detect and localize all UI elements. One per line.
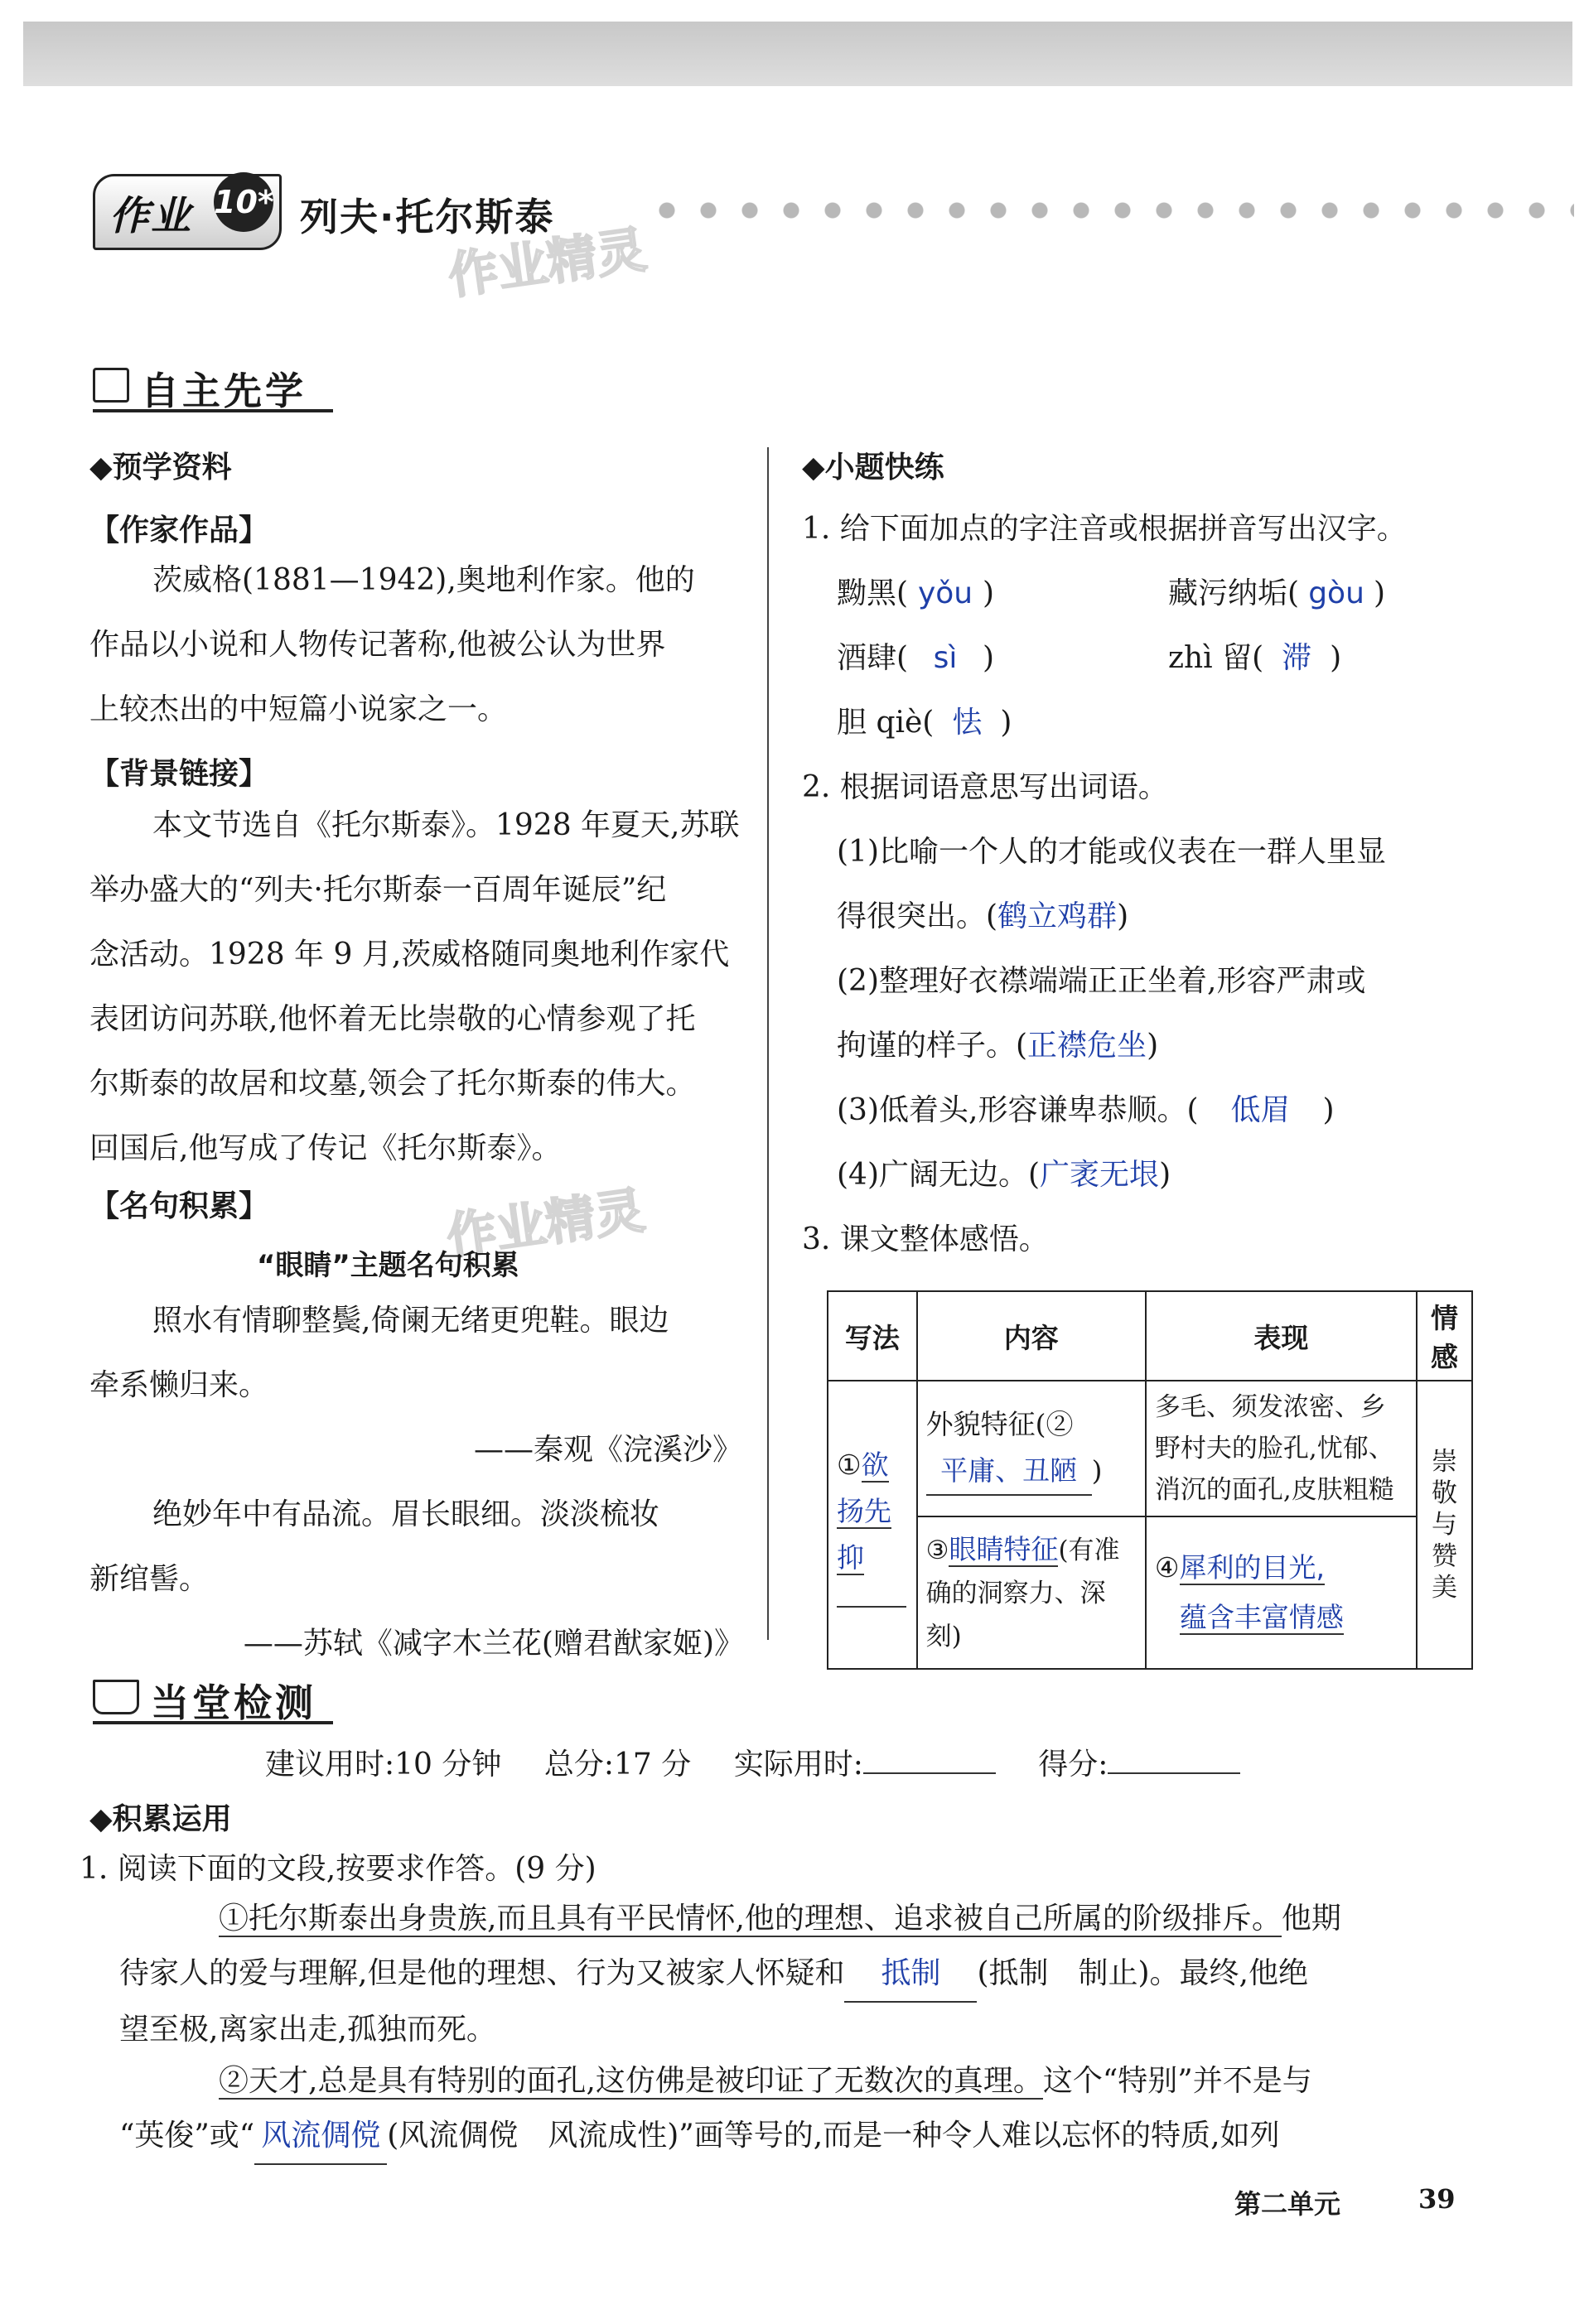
table-row [828, 1516, 1472, 1669]
para-text: (风流倜傥 风流成性)”画等号的,而是一种令人难以忘怀的特质,如列 [387, 2119, 1280, 2153]
para-underlined: ②天才,总是具有特别的面孔,这仿佛是被印证了无数次的真理。 [219, 2064, 1043, 2098]
q1-item-text: 酒肆( [837, 641, 909, 675]
table-header: 情感 [1417, 1291, 1472, 1381]
test-q1-prompt: 1. 阅读下面的文段,按要求作答。(9 分) [80, 1852, 596, 1886]
content-answer: 平庸、丑陋 [926, 1448, 1092, 1496]
q2-close: ) [1147, 1029, 1159, 1063]
para-text: (抵制 制止)。最终,他绝 [977, 1956, 1308, 1990]
method-prefix: ① [837, 1449, 862, 1481]
q2-line [837, 1143, 1566, 1208]
q1-item-text: 胆 qiè( [837, 706, 935, 740]
para-underlined: ①托尔斯泰出身贵族,而且具有平民情怀,他的理想、追求被自己所属的阶级排斥。 [219, 1902, 1282, 1936]
assignment-tag-label: 作业 [109, 193, 193, 239]
q2-text: 拘谨的样子。( [837, 1029, 1028, 1063]
q1-item-2 [1168, 562, 1385, 626]
show-cell-2 [1146, 1516, 1417, 1669]
q1-answer: sì [933, 641, 958, 675]
q2-answer: 广袤无垠 [1040, 1158, 1160, 1192]
quote1 [89, 1289, 752, 1483]
q2-line [837, 1014, 1566, 1078]
q1-answer: 怯 [952, 706, 983, 740]
emotion-cell [1417, 1381, 1472, 1669]
quote-line: 绝妙年中有品流。眉长眼细。淡淡梳妆 [152, 1497, 660, 1531]
q1-item-close: ) [1330, 641, 1342, 675]
q2-text: (4)广阔无边。( [837, 1158, 1041, 1192]
q1-item-close: ) [1374, 576, 1386, 610]
q2-close: ) [1322, 1093, 1335, 1127]
content-cell-2 [917, 1516, 1146, 1669]
para-line [119, 2054, 1461, 2109]
bg-line: 表团访问苏联,他怀着无比崇敬的心情参观了托 [89, 1002, 696, 1036]
emotion-text: 崇敬与赞美 [1431, 1447, 1457, 1603]
score-label: 得分: [1038, 1748, 1108, 1782]
background-paragraph [89, 793, 752, 1181]
column-divider [767, 447, 769, 1640]
q1-item-close: ) [983, 576, 995, 610]
show-prefix: ④ [1154, 1551, 1180, 1584]
fill-blank-answer[interactable]: 抵制 [844, 1946, 977, 2003]
q2-line [837, 885, 1566, 949]
q2-close: ) [1159, 1158, 1171, 1192]
q1-item-text: 黝黑( [837, 576, 909, 610]
fill-blank-answer[interactable]: 风流倜傥 [254, 2109, 387, 2165]
q2-text: (3)低着头,形容谦卑恭顺。( [837, 1093, 1199, 1127]
unit-label: 第二单元 [1234, 2188, 1341, 2220]
quote-line: 牵系懒归来。 [89, 1368, 269, 1402]
q1-answer: gòu [1308, 576, 1364, 610]
q1-item-4 [1168, 626, 1341, 691]
content-text: ③ [925, 1535, 949, 1565]
suggested-time: 建议用时:10 分钟 [265, 1748, 502, 1782]
q2-prompt: 2. 根据词语意思写出词语。 [802, 770, 1168, 804]
lesson-title: 列夫·托尔斯泰 [300, 195, 555, 239]
q2-items [837, 820, 1566, 1208]
show-cell-1: 多毛、须发浓密、乡野村夫的脸孔,忧郁、消沉的面孔,皮肤粗糙 [1146, 1381, 1417, 1516]
accumulation-heading: ◆积累运用 [89, 1802, 232, 1836]
writer-line: 茨威格(1881—1942),奥地利作家。他的 [152, 563, 695, 597]
table-row [828, 1381, 1472, 1516]
q1-item-1 [837, 562, 994, 626]
notebook-icon [93, 368, 129, 403]
q2-answer: 正襟危坐 [1027, 1029, 1147, 1063]
q3-prompt: 3. 课文整体感悟。 [802, 1222, 1049, 1256]
content-answer: 眼睛特征 [949, 1532, 1059, 1565]
quote-line: 照水有情聊整鬓,倚阑无绪更兜鞋。眼边 [152, 1304, 669, 1338]
quote-source: ——苏轼《减字木兰花(赠君猷家姬)》 [243, 1627, 744, 1661]
open-book-icon [93, 1680, 139, 1714]
q1-prompt: 1. 给下面加点的字注音或根据拼音写出汉字。 [802, 512, 1407, 546]
quote-theme: “眼睛”主题名句积累 [257, 1249, 519, 1282]
method-answer: 欲扬先抑 [837, 1449, 891, 1574]
q2-line: (2)整理好衣襟端端正正坐着,形容严肃或 [837, 964, 1366, 998]
writer-works-heading: 【作家作品】 [89, 513, 269, 547]
para-text: “英俊”或“ [119, 2119, 255, 2153]
para-line [119, 2109, 1461, 2165]
show-answer: 犀利的目光, [1179, 1551, 1325, 1584]
show-answer: 蕴含丰富情感 [1179, 1601, 1344, 1633]
watermark-center: 作业精灵 [442, 1181, 649, 1267]
bg-line: 回国后,他写成了传记《托尔斯泰》。 [89, 1131, 562, 1165]
q1-item-5 [837, 691, 1012, 755]
section-title-class-test: 当堂检测 [151, 1680, 316, 1725]
content-text: (有准确的洞察力、深刻) [925, 1535, 1120, 1651]
table-header: 表现 [1146, 1291, 1417, 1381]
section-underline [93, 1721, 333, 1724]
assignment-number-badge: 10* [214, 172, 273, 232]
bg-line: 念活动。1928 年 9 月,茨威格随同奥地利作家代 [89, 938, 730, 972]
bg-line: 本文节选自《托尔斯泰》。1928 年夏天,苏联 [152, 808, 740, 842]
q1-item-text: 藏污纳垢( [1168, 576, 1300, 610]
prestudy-heading: ◆预学资料 [89, 451, 232, 485]
section-underline [93, 409, 333, 412]
q1-item-text: zhì 留( [1168, 641, 1264, 675]
test-paragraph-1 [119, 1892, 1461, 2057]
quick-practice-heading: ◆小题快练 [802, 451, 944, 485]
q1-item-3 [837, 626, 994, 691]
q2-line [837, 1078, 1566, 1143]
summary-table [827, 1290, 1473, 1670]
q2-answer: 低眉 [1230, 1093, 1291, 1127]
para-text: 他期 [1281, 1902, 1341, 1936]
bg-line: 尔斯泰的故居和坟墓,领会了托尔斯泰的伟大。 [89, 1067, 696, 1101]
test-paragraph-2 [119, 2054, 1461, 2165]
test-meta [265, 1733, 1342, 1797]
q1-item-close: ) [1000, 706, 1012, 740]
score-blank[interactable] [1108, 1772, 1240, 1774]
q1-answer: yǒu [917, 576, 973, 610]
para-text: 这个“特别”并不是与 [1042, 2064, 1312, 2098]
q2-line: (1)比喻一个人的才能或仪表在一群人里显 [837, 835, 1386, 869]
top-gray-band [23, 22, 1572, 86]
method-cell [828, 1381, 917, 1669]
page-number: 39 [1418, 2183, 1456, 2215]
total-score: 总分:17 分 [543, 1748, 692, 1782]
bg-line: 举办盛大的“列夫·托尔斯泰一百周年诞辰”纪 [89, 873, 667, 907]
table-header-row [828, 1291, 1472, 1381]
q1-answer: 滞 [1282, 641, 1312, 675]
method-blank-line [837, 1581, 906, 1608]
quote2 [89, 1483, 752, 1676]
writer-line: 作品以小说和人物传记著称,他被公认为世界 [89, 628, 666, 662]
actual-time-blank[interactable] [863, 1772, 996, 1774]
content-text: ) [1091, 1454, 1103, 1487]
q2-close: ) [1117, 899, 1129, 933]
dotted-divider [646, 202, 1574, 219]
q2-text: 得很突出。( [837, 899, 998, 933]
para-line [119, 1892, 1461, 1946]
q1-item-close: ) [983, 641, 995, 675]
content-text: 外貌特征(② [925, 1408, 1074, 1440]
writer-line: 上较杰出的中短篇小说家之一。 [89, 692, 508, 726]
para-line: 望至极,离家出走,孤独而死。 [119, 2013, 496, 2047]
content-cell-1 [917, 1381, 1146, 1516]
para-line [119, 1946, 1461, 2003]
quote-source: ——秦观《浣溪沙》 [473, 1433, 742, 1467]
actual-time-label: 实际用时: [733, 1748, 863, 1782]
writer-paragraph [89, 548, 752, 742]
table-header: 内容 [917, 1291, 1146, 1381]
watermark: 作业精灵 [444, 220, 650, 306]
q2-answer: 鹤立鸡群 [997, 899, 1118, 933]
quote-line: 新绾髻。 [89, 1562, 210, 1596]
section-title-self-study: 自主先学 [141, 369, 307, 413]
table-header: 写法 [828, 1291, 917, 1381]
para-text: 待家人的爱与理解,但是他的理想、行为又被家人怀疑和 [119, 1956, 845, 1990]
background-heading: 【背景链接】 [89, 757, 269, 791]
quote-heading: 【名句积累】 [89, 1189, 269, 1223]
